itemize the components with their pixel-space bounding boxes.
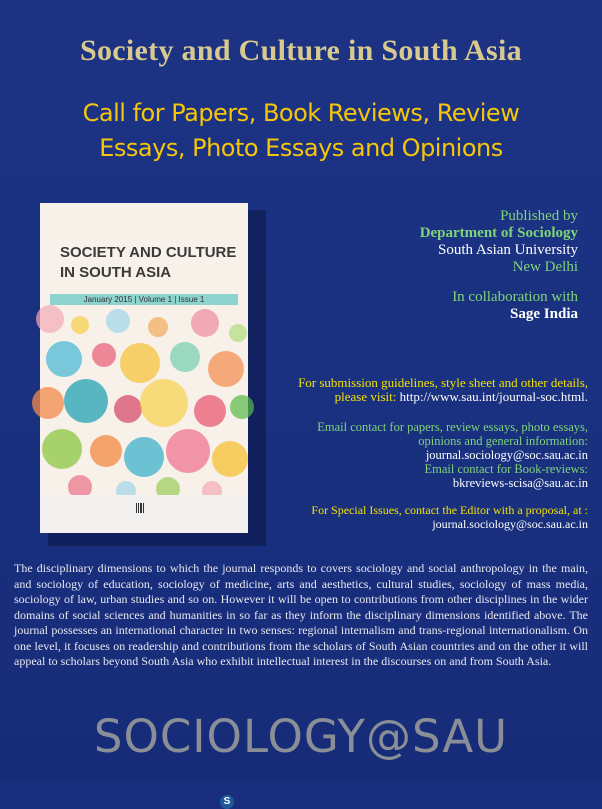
general-contact-label-2: opinions and general information: — [418, 434, 588, 448]
journal-description: The disciplinary dimensions to which the journal responds to covers sociology and social anthropology in the main, and sociology of education, sociology of medicine, arts and aesthetics, cultural studies, sociology of mass media, sociology of law, urban studies and so on. However it will be open to contributions from other disciplines in the wider domains of social sciences and humanities in so far as they inform the disciplinary dimensions identified above. The journal possesses an international character in two senses: regional internalism and trans-regional internationalism. On one level, it focuses on readership and contributions from the scholars of South Asian countries and on the other it will appeal to scholars beyond South Asia who exhibit intellectual interest in the discourses on and from South Asia. — [14, 561, 588, 668]
cover-issue-band: January 2015 | Volume 1 | Issue 1 — [50, 294, 238, 305]
publisher-block — [420, 208, 578, 323]
cover-title-line-1: SOCIETY AND CULTURE — [60, 244, 237, 261]
cfp-line-2: Essays, Photo Essays and Opinions — [99, 134, 503, 162]
submission-guidelines — [298, 376, 588, 404]
book-review-contact-email[interactable]: bkreviews-scisa@sau.ac.in — [452, 476, 588, 490]
general-contact-email[interactable]: journal.sociology@soc.sau.ac.in — [425, 448, 588, 462]
cover-footer — [40, 495, 248, 807]
submission-line-1: For submission guidelines, style sheet and other details, — [298, 375, 588, 390]
cover-title — [60, 243, 236, 283]
department-name: Department of Sociology — [419, 225, 578, 241]
cover-circle-pattern — [40, 311, 248, 495]
sage-logo-icon: S — [220, 795, 234, 809]
special-issues-label: For Special Issues, contact the Editor with a proposal, at : — [311, 503, 588, 517]
book-review-contact-label: Email contact for Book-reviews: — [424, 462, 588, 476]
published-by-label: Published by — [500, 208, 578, 224]
collaboration-label: In collaboration with — [452, 289, 578, 305]
journal-title: Society and Culture in South Asia — [80, 34, 522, 67]
contact-block — [317, 420, 588, 490]
submission-visit-label: please visit: — [334, 389, 397, 404]
cover-title-line-2: IN SOUTH ASIA — [60, 264, 172, 281]
general-contact-label-1: Email contact for papers, review essays, photo essays, — [317, 420, 588, 434]
partner-name: Sage India — [510, 306, 578, 322]
special-issues-email[interactable]: journal.sociology@soc.sau.ac.in — [432, 517, 588, 531]
journal-url-link[interactable]: http://www.sau.int/journal-soc.html. — [399, 389, 588, 404]
call-for-papers-heading — [0, 96, 602, 166]
footer-banner: SOCIOLOGY@SAU — [93, 710, 509, 763]
special-issues-block — [311, 503, 588, 531]
cfp-line-1: Call for Papers, Book Reviews, Review — [82, 99, 520, 127]
city-name: New Delhi — [512, 259, 578, 275]
barcode-icon — [136, 503, 144, 513]
journal-cover-image — [40, 203, 248, 807]
university-name: South Asian University — [437, 242, 578, 258]
